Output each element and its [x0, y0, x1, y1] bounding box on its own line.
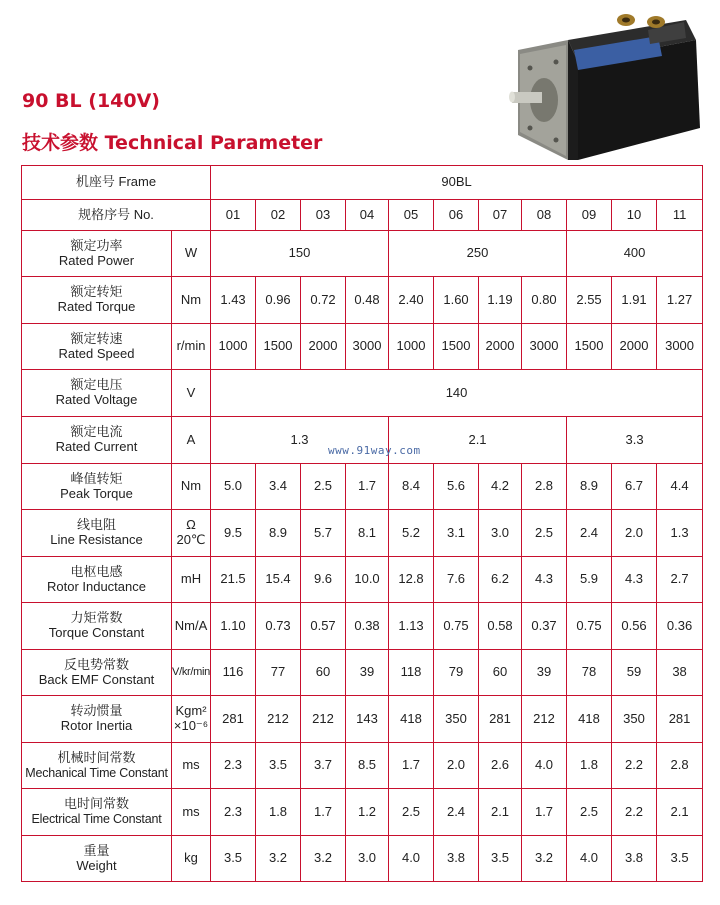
unit-cell	[172, 510, 211, 557]
param-name	[22, 743, 172, 789]
value-cell: 12.8	[389, 557, 434, 603]
unit-cell	[172, 836, 211, 882]
value-cell: 212	[301, 696, 346, 743]
param-name	[22, 370, 172, 417]
param-row	[22, 603, 703, 650]
spec-no-cell: 09	[567, 200, 612, 231]
param-name	[22, 603, 172, 650]
value-cell: 418	[389, 696, 434, 743]
value-cell: 2.55	[567, 277, 612, 324]
spec-no-cell: 04	[346, 200, 389, 231]
value-cell: 0.48	[346, 277, 389, 324]
value-cell: 8.4	[389, 464, 434, 510]
param-name	[22, 417, 172, 464]
value-cell: 1.27	[657, 277, 703, 324]
value-cell: 4.3	[612, 557, 657, 603]
value-cell: 2.7	[657, 557, 703, 603]
value-cell: 8.1	[346, 510, 389, 557]
param-row	[22, 464, 703, 510]
value-cell: 10.0	[346, 557, 389, 603]
value-cell: 2.0	[434, 743, 479, 789]
value-cell: 3.5	[211, 836, 256, 882]
value-cell: 3.5	[479, 836, 522, 882]
spec-no-cell: 08	[522, 200, 567, 231]
value-cell: 77	[256, 650, 301, 696]
unit-text: Ω	[186, 517, 196, 533]
value-cell: 1.7	[522, 789, 567, 836]
group-value-cell: 250	[389, 231, 567, 277]
value-cell: 5.6	[434, 464, 479, 510]
value-cell: 2.0	[612, 510, 657, 557]
value-cell: 1.91	[612, 277, 657, 324]
value-cell: 0.75	[434, 603, 479, 650]
unit-cell	[172, 417, 211, 464]
value-cell: 3.2	[301, 836, 346, 882]
param-name-cn: 额定电压	[70, 377, 123, 393]
watermark: www.91way.com	[328, 444, 421, 457]
unit-cell	[172, 557, 211, 603]
value-cell: 2.4	[434, 789, 479, 836]
unit-cell	[172, 231, 211, 277]
value-cell: 0.36	[657, 603, 703, 650]
value-cell: 0.73	[256, 603, 301, 650]
param-name	[22, 277, 172, 324]
unit-cell	[172, 464, 211, 510]
value-cell: 9.6	[301, 557, 346, 603]
unit-subtext: ×10⁻⁶	[173, 718, 209, 733]
value-cell: 1.8	[567, 743, 612, 789]
value-cell: 350	[434, 696, 479, 743]
group-value-cell: 2.1	[389, 417, 567, 464]
value-cell: 3000	[657, 324, 703, 370]
param-name	[22, 696, 172, 743]
value-cell: 3.1	[434, 510, 479, 557]
param-name-cn: 额定转矩	[70, 284, 123, 300]
param-name-en: Rotor Inertia	[60, 718, 133, 733]
value-cell: 2.2	[612, 743, 657, 789]
value-cell: 2.1	[657, 789, 703, 836]
param-name-cn: 额定转速	[70, 330, 123, 346]
param-name-en: Rated Speed	[58, 345, 135, 361]
param-name-cn: 重量	[83, 842, 110, 858]
param-name-en: Rated Voltage	[55, 392, 138, 407]
param-row	[22, 557, 703, 603]
value-cell: 2000	[301, 324, 346, 370]
value-cell: 1.7	[301, 789, 346, 836]
param-name-en: Rotor Inductance	[46, 578, 146, 594]
param-name	[22, 231, 172, 277]
param-name	[22, 789, 172, 836]
value-cell: 2.3	[211, 743, 256, 789]
value-cell: 4.0	[389, 836, 434, 882]
param-row	[22, 836, 703, 882]
value-cell: 4.3	[522, 557, 567, 603]
value-cell: 1.60	[434, 277, 479, 324]
param-name-cn: 反电势常数	[63, 656, 129, 672]
param-row	[22, 324, 703, 370]
value-cell: 21.5	[211, 557, 256, 603]
value-cell: 15.4	[256, 557, 301, 603]
value-cell: 2.5	[301, 464, 346, 510]
unit-subtext: 20℃	[176, 532, 206, 547]
value-cell: 2.40	[389, 277, 434, 324]
value-cell: 0.80	[522, 277, 567, 324]
param-name-en: Rated Torque	[57, 299, 136, 314]
unit-cell	[172, 370, 211, 417]
param-name	[22, 464, 172, 510]
group-value-cell: 150	[211, 231, 389, 277]
spec-no-cell: 02	[256, 200, 301, 231]
unit-text: mH	[180, 571, 202, 587]
value-cell: 3.8	[434, 836, 479, 882]
motor-photo	[508, 10, 708, 165]
param-name-en: Back EMF Constant	[38, 671, 155, 687]
spec-no-label: 规格序号 No.	[22, 200, 211, 231]
value-cell: 39	[522, 650, 567, 696]
value-cell: 0.75	[567, 603, 612, 650]
param-name-cn: 额定功率	[70, 237, 123, 253]
unit-cell	[172, 789, 211, 836]
spec-no-cell: 11	[657, 200, 703, 231]
value-cell: 1.43	[211, 277, 256, 324]
value-cell: 2.4	[567, 510, 612, 557]
param-name-cn: 力矩常数	[70, 610, 123, 626]
param-row	[22, 231, 703, 277]
value-cell: 0.96	[256, 277, 301, 324]
param-name-en: Mechanical Time Constant	[25, 765, 168, 780]
value-cell: 0.56	[612, 603, 657, 650]
value-cell: 0.38	[346, 603, 389, 650]
value-cell: 38	[657, 650, 703, 696]
frame-label: 机座号 Frame	[22, 166, 211, 200]
value-cell: 5.0	[211, 464, 256, 510]
unit-text: r/min	[176, 338, 206, 354]
value-cell: 4.0	[567, 836, 612, 882]
unit-text: Nm/A	[174, 617, 208, 633]
value-cell: 8.9	[567, 464, 612, 510]
value-cell: 1000	[389, 324, 434, 370]
value-cell: 3.8	[612, 836, 657, 882]
param-row	[22, 277, 703, 324]
unit-text: V	[186, 384, 196, 400]
value-cell: 1.2	[346, 789, 389, 836]
value-cell: 2.1	[479, 789, 522, 836]
section-title: 技术参数 Technical Parameter	[22, 132, 323, 154]
unit-cell	[172, 650, 211, 696]
value-cell: 1.19	[479, 277, 522, 324]
unit-text: Nm	[180, 291, 202, 307]
unit-text: W	[184, 245, 198, 261]
param-name-en: Rated Current	[55, 439, 138, 454]
value-cell: 2.8	[522, 464, 567, 510]
value-cell: 2.3	[211, 789, 256, 836]
group-value-cell: 1.3	[211, 417, 389, 464]
param-name-en: Line Resistance	[50, 532, 143, 547]
unit-text: Nm	[180, 478, 202, 494]
spec-no-cell: 05	[389, 200, 434, 231]
value-cell: 2000	[479, 324, 522, 370]
value-cell: 1500	[434, 324, 479, 370]
unit-text: V/kr/min	[172, 666, 210, 679]
frame-row	[22, 166, 703, 200]
value-cell: 59	[612, 650, 657, 696]
group-value-cell: 3.3	[567, 417, 703, 464]
group-value-cell: 400	[567, 231, 703, 277]
spec-no-cell: 07	[479, 200, 522, 231]
param-row	[22, 510, 703, 557]
spec-no-row	[22, 200, 703, 231]
param-name-cn: 峰值转矩	[70, 470, 123, 486]
param-name-cn: 线电阻	[76, 517, 116, 533]
value-cell: 5.7	[301, 510, 346, 557]
value-cell: 3.5	[256, 743, 301, 789]
unit-cell	[172, 743, 211, 789]
value-cell: 60	[301, 650, 346, 696]
value-cell: 9.5	[211, 510, 256, 557]
value-cell: 6.7	[612, 464, 657, 510]
value-cell: 1.10	[211, 603, 256, 650]
param-row	[22, 650, 703, 696]
unit-text: A	[186, 431, 196, 447]
value-cell: 281	[657, 696, 703, 743]
spec-table	[21, 165, 703, 882]
spec-no-cell: 10	[612, 200, 657, 231]
unit-cell	[172, 277, 211, 324]
spec-no-cell: 01	[211, 200, 256, 231]
value-cell: 4.0	[522, 743, 567, 789]
value-cell: 4.4	[657, 464, 703, 510]
param-name-cn: 电时间常数	[63, 796, 129, 812]
value-cell: 118	[389, 650, 434, 696]
param-row	[22, 696, 703, 743]
value-cell: 5.9	[567, 557, 612, 603]
unit-cell	[172, 324, 211, 370]
value-cell: 2.5	[522, 510, 567, 557]
value-cell: 1000	[211, 324, 256, 370]
value-cell: 212	[256, 696, 301, 743]
value-cell: 143	[346, 696, 389, 743]
value-cell: 350	[612, 696, 657, 743]
value-cell: 39	[346, 650, 389, 696]
value-cell: 3.4	[256, 464, 301, 510]
value-cell: 1.7	[389, 743, 434, 789]
value-cell: 3.5	[657, 836, 703, 882]
value-cell: 2.8	[657, 743, 703, 789]
value-cell: 281	[479, 696, 522, 743]
value-cell: 2000	[612, 324, 657, 370]
value-cell: 2.2	[612, 789, 657, 836]
value-cell: 3.2	[256, 836, 301, 882]
value-cell: 1.8	[256, 789, 301, 836]
param-name-cn: 电枢电感	[70, 563, 123, 579]
value-cell: 0.57	[301, 603, 346, 650]
param-name	[22, 557, 172, 603]
model-title: 90 BL (140V)	[22, 90, 160, 112]
value-cell: 3.7	[301, 743, 346, 789]
value-cell: 7.6	[434, 557, 479, 603]
param-row	[22, 743, 703, 789]
unit-text: ms	[182, 803, 200, 819]
value-cell: 3.2	[522, 836, 567, 882]
param-name	[22, 324, 172, 370]
value-cell: 8.9	[256, 510, 301, 557]
param-name	[22, 836, 172, 882]
value-cell: 2.5	[567, 789, 612, 836]
param-name-en: Peak Torque	[60, 485, 133, 501]
value-cell: 4.2	[479, 464, 522, 510]
value-cell: 3000	[522, 324, 567, 370]
value-cell: 2.5	[389, 789, 434, 836]
value-cell: 2.6	[479, 743, 522, 789]
value-cell: 281	[211, 696, 256, 743]
value-cell: 0.72	[301, 277, 346, 324]
unit-cell	[172, 696, 211, 743]
param-row	[22, 370, 703, 417]
param-name-en: Weight	[76, 857, 117, 873]
param-name-cn: 机械时间常数	[57, 749, 136, 765]
value-cell: 1.13	[389, 603, 434, 650]
param-name-en: Torque Constant	[48, 625, 145, 640]
value-cell: 1500	[567, 324, 612, 370]
param-name-en: Electrical Time Constant	[31, 812, 162, 827]
unit-text: ms	[182, 757, 200, 773]
spec-no-cell: 06	[434, 200, 479, 231]
value-cell: 3.0	[346, 836, 389, 882]
value-cell: 1.3	[657, 510, 703, 557]
value-cell: 1500	[256, 324, 301, 370]
param-name-en: Rated Power	[58, 252, 135, 268]
value-cell: 79	[434, 650, 479, 696]
value-cell: 212	[522, 696, 567, 743]
value-cell: 1.7	[346, 464, 389, 510]
value-cell: 60	[479, 650, 522, 696]
value-cell: 8.5	[346, 743, 389, 789]
value-cell: 116	[211, 650, 256, 696]
unit-cell	[172, 603, 211, 650]
value-cell: 3000	[346, 324, 389, 370]
value-cell: 3.0	[479, 510, 522, 557]
value-cell: 5.2	[389, 510, 434, 557]
value-cell: 0.58	[479, 603, 522, 650]
unit-text: kg	[184, 850, 198, 866]
value-cell: 6.2	[479, 557, 522, 603]
frame-value: 90BL	[211, 166, 703, 200]
param-row	[22, 789, 703, 836]
value-cell: 78	[567, 650, 612, 696]
unit-text: Kgm²	[175, 703, 207, 719]
value-cell: 0.37	[522, 603, 567, 650]
value-cell: 418	[567, 696, 612, 743]
span-value-cell: 140	[211, 370, 703, 417]
param-name-cn: 额定电流	[70, 424, 123, 440]
spec-no-cell: 03	[301, 200, 346, 231]
param-name	[22, 650, 172, 696]
param-name	[22, 510, 172, 557]
param-name-cn: 转动惯量	[70, 703, 123, 719]
